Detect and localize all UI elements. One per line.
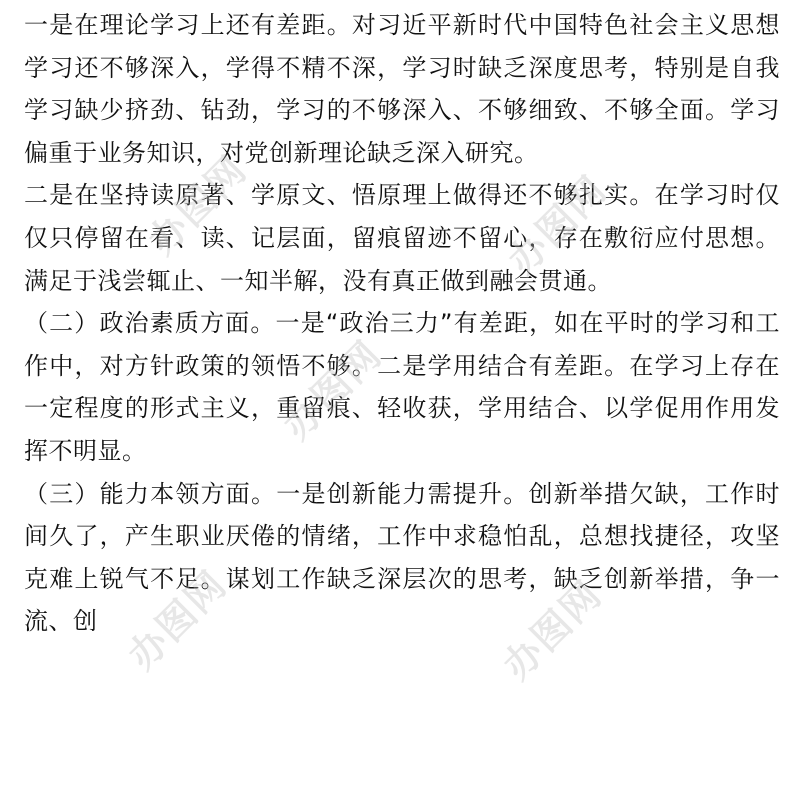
watermark: 办图网 bbox=[139, 146, 256, 263]
watermark: 办图网 bbox=[499, 166, 616, 283]
watermark: 办图网 bbox=[119, 561, 236, 678]
paragraph-reading-originals: 二是在坚持读原著、学原文、悟原理上做得还不够扎实。在学习时仅仅只停留在看、读、记层面，留痕留迹不留心，存在敷衍应付思想。满足于浅尝辄止、一知半解，没有真正做到融会贯通。 bbox=[24, 181, 780, 295]
paragraph-theory-study: 一是在理论学习上还有差距。对习近平新时代中国特色社会主义思想学习还不够深入，学得不精不深，学习时缺乏深度思考，特别是自我学习缺少挤劲、钻劲，学习的不够深入、不够细致、不够全面。学习偏重于业务知识，对党创新理论缺乏深入研究。 bbox=[24, 11, 780, 167]
watermark: 办图网 bbox=[494, 571, 611, 688]
watermark: 办图网 bbox=[274, 331, 391, 448]
paragraph-ability-skills: （三）能力本领方面。一是创新能力需提升。创新举措欠缺，工作时间久了，产生职业厌倦的情绪，工作中求稳怕乱，总想找捷径，攻坚克难上锐气不足。谋划工作缺乏深层次的思考，缺乏创新举措，争一流、创 bbox=[24, 479, 780, 636]
paragraph-political-quality: （二）政治素质方面。一是“政治三力”有差距，如在平时的学习和工作中，对方针政策的领悟不够。二是学用结合有差距。在学习上存在一定程度的形式主义，重留痕、轻收获，学用结合、以学促用作用发挥不明显。 bbox=[24, 309, 780, 465]
